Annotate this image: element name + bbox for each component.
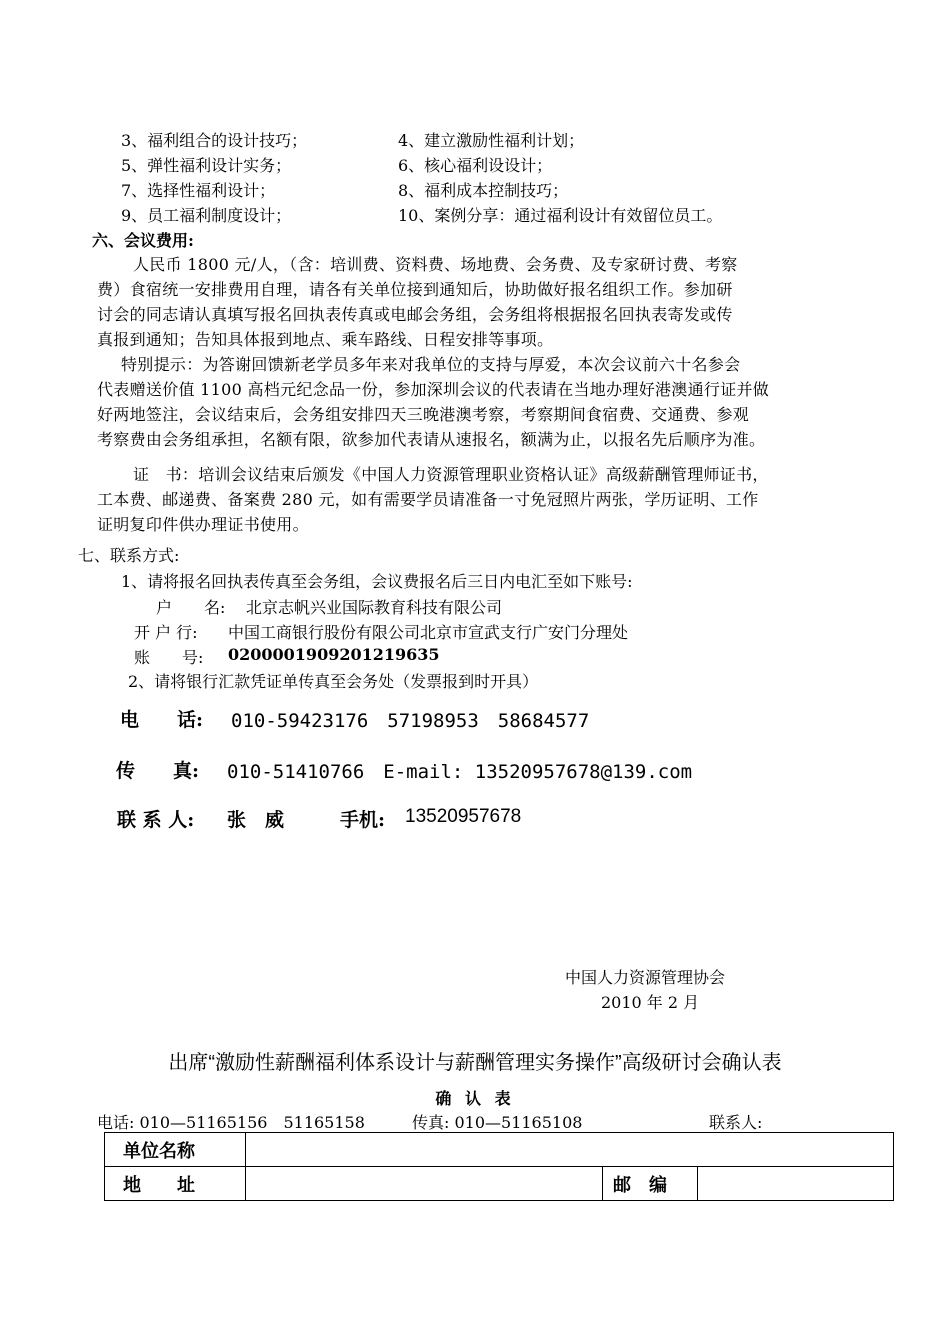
certificate-line: 证明复印件供办理证书使用。 <box>97 515 309 534</box>
form-title: 出席“激励性薪酬福利体系设计与薪酬管理实务操作”高级研讨会确认表 <box>168 1052 782 1074</box>
phone-label: 电 话: <box>120 709 204 731</box>
fax-label: 传 真: <box>116 760 200 782</box>
table-row <box>105 1133 894 1167</box>
fees-paragraph <box>97 252 738 352</box>
special-note <box>97 352 769 452</box>
form-subtitle: 确 认 表 <box>435 1089 515 1108</box>
mobile-label: 手机: <box>340 809 386 831</box>
special-line: 考察费由会务组承担，名额有限，欲参加代表请从速报名，额满为止，以报名先后顺序为准。 <box>97 430 766 449</box>
address-field[interactable] <box>246 1167 603 1201</box>
fees-line: 真报到通知；告知具体报到地点、乘车路线、日程安排等事项。 <box>97 330 554 349</box>
certificate-line: 证 书：培训会议结束后颁发《中国人力资源管理职业资格认证》高级薪酬管理师证书， <box>133 465 769 484</box>
account-name: 北京志帆兴业国际教育科技有限公司 <box>246 598 503 617</box>
form-phone: 电话: 010—51165156 51165158 <box>97 1113 365 1132</box>
benefit-item: 5、弹性福利设计实务； <box>121 156 292 175</box>
fax-instruction: 2、请将银行汇款凭证单传真至会务处（发票报到时开具） <box>128 672 539 691</box>
account-number-label: 账 号: <box>134 648 204 667</box>
unit-name-label: 单位名称 <box>105 1133 246 1167</box>
postcode-field[interactable] <box>698 1167 894 1201</box>
contact-heading: 七、联系方式: <box>78 546 180 565</box>
phone-numbers: 010-59423176 57198953 58684577 <box>231 710 590 732</box>
issuing-organization: 中国人力资源管理协会 <box>565 968 726 987</box>
bank-label: 开 户 行: <box>134 623 198 642</box>
special-line: 代表赠送价值 1100 高档元纪念品一份，参加深圳会议的代表请在当地办理好港澳通行证并做 <box>97 380 770 399</box>
certificate-note <box>97 462 769 537</box>
fees-line: 人民币 1800 元/人，（含：培训费、资料费、场地费、会务费、及专家研讨费、考察 <box>133 255 738 274</box>
bank-name: 中国工商银行股份有限公司北京市宣武支行广安门分理处 <box>228 623 629 642</box>
benefit-item: 3、福利组合的设计技巧； <box>121 131 308 150</box>
unit-name-field[interactable] <box>246 1133 894 1167</box>
form-fax: 传真: 010—51165108 <box>412 1113 583 1132</box>
fax-email: 010-51410766 E-mail: 13520957678@139.com <box>227 761 693 783</box>
fees-line: 讨会的同志请认真填写报名回执表传真或电邮会务组，会务组将根据报名回执表寄发或传 <box>97 305 733 324</box>
form-contact-label: 联系人: <box>709 1113 763 1132</box>
issue-date: 2010 年 2 月 <box>601 993 700 1012</box>
account-name-label: 户 名: <box>156 598 226 617</box>
benefit-item: 8、福利成本控制技巧； <box>398 181 569 200</box>
contact-person-label: 联 系 人: <box>117 809 195 831</box>
certificate-line: 工本费、邮递费、备案费 280 元，如有需要学员请准备一寸免冠照片两张，学历证明、工作 <box>97 490 759 509</box>
address-label: 地 址 <box>105 1167 246 1201</box>
benefit-item: 7、选择性福利设计； <box>121 181 276 200</box>
benefit-item: 4、建立激励性福利计划； <box>398 131 585 150</box>
benefit-item: 10、案例分享：通过福利设计有效留位员工。 <box>398 206 723 225</box>
confirmation-table <box>104 1132 894 1201</box>
account-number: 0200001909201219635 <box>228 645 440 664</box>
postcode-label: 邮 编 <box>603 1167 698 1201</box>
mobile-number: 13520957678 <box>405 806 522 827</box>
fees-heading: 六、会议费用: <box>92 231 194 250</box>
contact-person: 张 威 <box>227 809 285 831</box>
table-row <box>105 1167 894 1201</box>
benefit-item: 9、员工福利制度设计； <box>121 206 292 225</box>
special-line: 特别提示：为答谢回馈新老学员多年来对我单位的支持与厚爱，本次会议前六十名参会 <box>121 355 741 374</box>
special-line: 好两地签注，会议结束后，会务组安排四天三晚港澳考察，考察期间食宿费、交通费、参观 <box>97 405 750 424</box>
benefit-item: 6、核心福利设设计； <box>398 156 553 175</box>
payment-instruction: 1、请将报名回执表传真至会务组，会议费报名后三日内电汇至如下账号: <box>121 572 633 591</box>
fees-line: 费）食宿统一安排费用自理，请各有关单位接到通知后，协助做好报名组织工作。参加研 <box>97 280 733 299</box>
